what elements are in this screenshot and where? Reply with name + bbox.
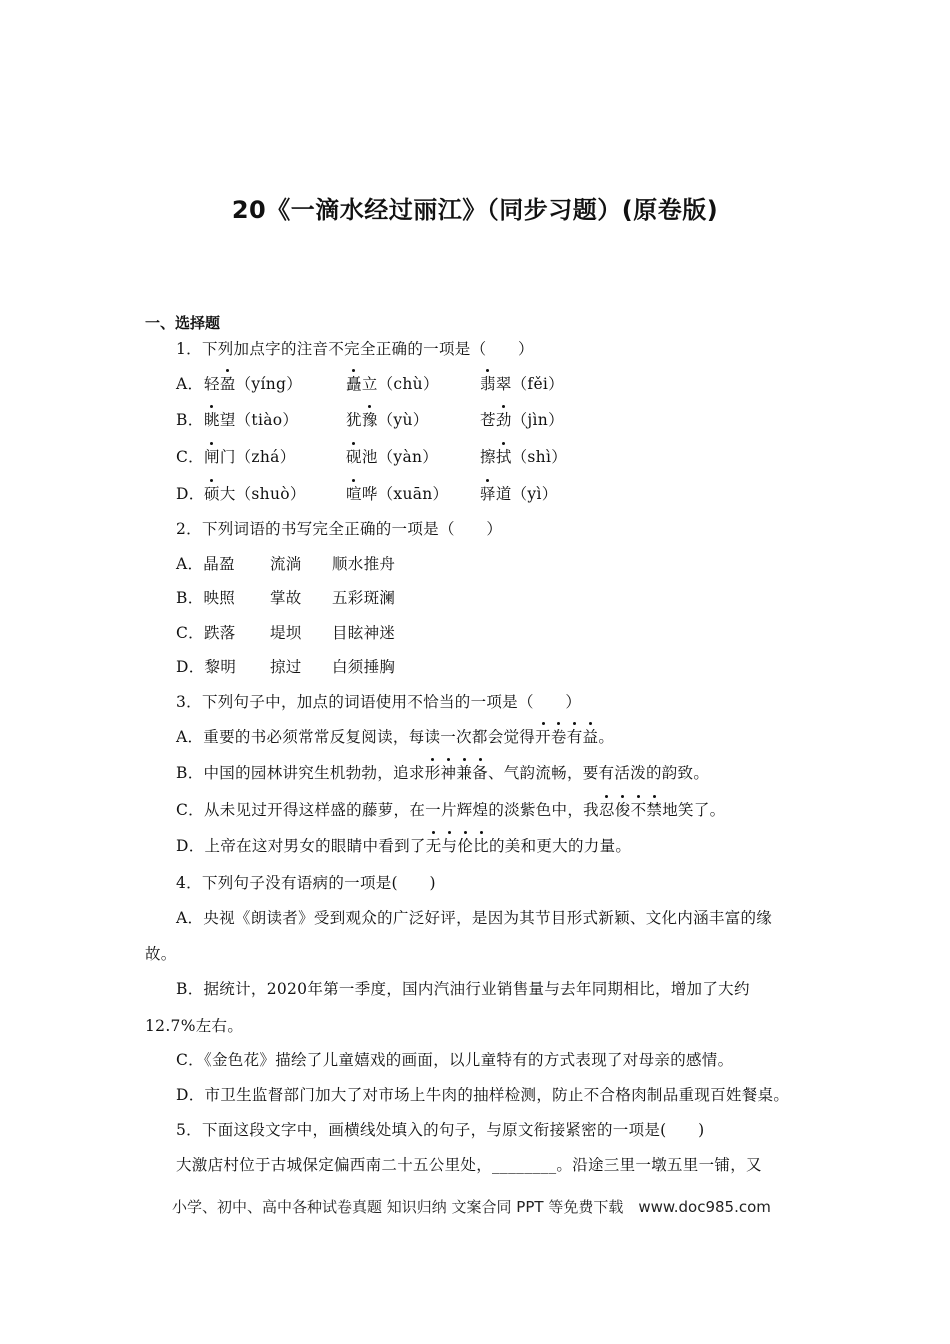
question-2-option-d: D．黎明 掠过 白须捶胸 xyxy=(176,658,396,676)
dotted-char: 益 xyxy=(583,725,599,747)
question-4-option-a: A．央视《朗读者》受到观众的广泛好评，是因为其节目形式新颖、文化内涵丰富的缘 xyxy=(176,909,773,927)
section-heading: 一、选择题 xyxy=(145,314,221,332)
dotted-char: 形 xyxy=(425,761,441,783)
dotted-char: 盈 xyxy=(220,372,236,394)
dotted-char: 硕 xyxy=(204,482,220,504)
question-5-text: 大激店村位于古城保定偏西南二十五公里处，________。沿途三里一墩五里一铺，又 xyxy=(176,1156,762,1174)
question-3-option-c: C．从未见过开得这样盛的藤萝，在一片辉煌的淡紫色中，我忍俊不禁地笑了。 xyxy=(176,798,725,820)
question-3-option-d: D．上帝在这对男女的眼睛中看到了无与伦比的美和更大的力量。 xyxy=(176,834,631,856)
question-2-option-c: C．跌落 堤坝 目眩神迷 xyxy=(176,624,396,642)
question-4-option-c: C．《金色花》描绘了儿童嬉戏的画面，以儿童特有的方式表现了对母亲的感情。 xyxy=(176,1051,734,1069)
question-4-stem: 4．下列句子没有语病的一项是( ) xyxy=(176,874,436,892)
page-footer: 小学、初中、高中各种试卷真题 知识归纳 文案合同 PPT 等免费下载 www.doc985.com xyxy=(172,1198,771,1216)
question-1-option-a: A．轻盈（yíng） 矗立（chù） 翡翠（fěi） xyxy=(176,372,564,394)
dotted-char: 伦 xyxy=(457,834,473,856)
dotted-char: 拭 xyxy=(496,445,512,467)
question-5-stem: 5．下面这段文字中，画横线处填入的句子，与原文衔接紧密的一项是( ) xyxy=(176,1121,705,1139)
dotted-char: 俊 xyxy=(615,798,631,820)
question-4-option-d: D．市卫生监督部门加大了对市场上牛肉的抽样检测，防止不合格肉制品重现百姓餐桌。 xyxy=(176,1086,790,1104)
dotted-char: 驿 xyxy=(480,482,496,504)
dotted-char: 豫 xyxy=(362,408,378,430)
question-2-stem: 2．下列词语的书写完全正确的一项是（ ） xyxy=(176,520,503,538)
dotted-char: 比 xyxy=(473,834,489,856)
question-3-stem: 3．下列句子中，加点的词语使用不恰当的一项是（ ） xyxy=(176,693,582,711)
dotted-char: 喧 xyxy=(346,482,362,504)
dotted-char: 闸 xyxy=(204,445,220,467)
question-4-option-b: B．据统计，2020年第一季度，国内汽油行业销售量与去年同期相比，增加了大约 xyxy=(176,980,750,998)
question-1-option-b: B．眺望（tiào） 犹豫（yù） 苍劲（jìn） xyxy=(176,408,564,430)
dotted-char: 开 xyxy=(535,725,551,747)
dotted-char: 不 xyxy=(631,798,647,820)
dotted-char: 无 xyxy=(426,834,442,856)
question-4-option-a-cont: 故。 xyxy=(145,945,177,963)
dotted-char: 与 xyxy=(442,834,458,856)
dotted-char: 劲 xyxy=(496,408,512,430)
dotted-char: 有 xyxy=(567,725,583,747)
dotted-char: 兼 xyxy=(456,761,472,783)
dotted-char: 矗 xyxy=(346,372,362,394)
question-1-option-c: C．闸门（zhá） 砚池（yàn） 擦拭（shì） xyxy=(176,445,567,467)
question-2-option-a: A．晶盈 流淌 顺水推舟 xyxy=(176,555,396,573)
dotted-char: 备 xyxy=(472,761,488,783)
question-3-option-b: B．中国的园林讲究生机勃勃，追求形神兼备、气韵流畅，要有活泼的韵致。 xyxy=(176,761,709,783)
dotted-char: 砚 xyxy=(346,445,362,467)
dotted-char: 翡 xyxy=(480,372,496,394)
page-title: 20《一滴水经过丽江》（同步习题）(原卷版) xyxy=(231,196,719,224)
question-1-stem: 1．下列加点字的注音不完全正确的一项是（ ） xyxy=(176,340,534,358)
question-1-option-d: D．硕大（shuò） 喧哗（xuān） 驿道（yì） xyxy=(176,482,558,504)
dotted-char: 卷 xyxy=(551,725,567,747)
question-4-option-b-cont: 12.7%左右。 xyxy=(145,1017,244,1035)
dotted-char: 禁 xyxy=(646,798,662,820)
question-2-option-b: B．映照 掌故 五彩斑澜 xyxy=(176,589,396,607)
dotted-char: 神 xyxy=(441,761,457,783)
dotted-char: 眺 xyxy=(204,408,220,430)
question-3-option-a: A．重要的书必须常常反复阅读，每读一次都会觉得开卷有益。 xyxy=(176,725,614,747)
dotted-char: 忍 xyxy=(599,798,615,820)
